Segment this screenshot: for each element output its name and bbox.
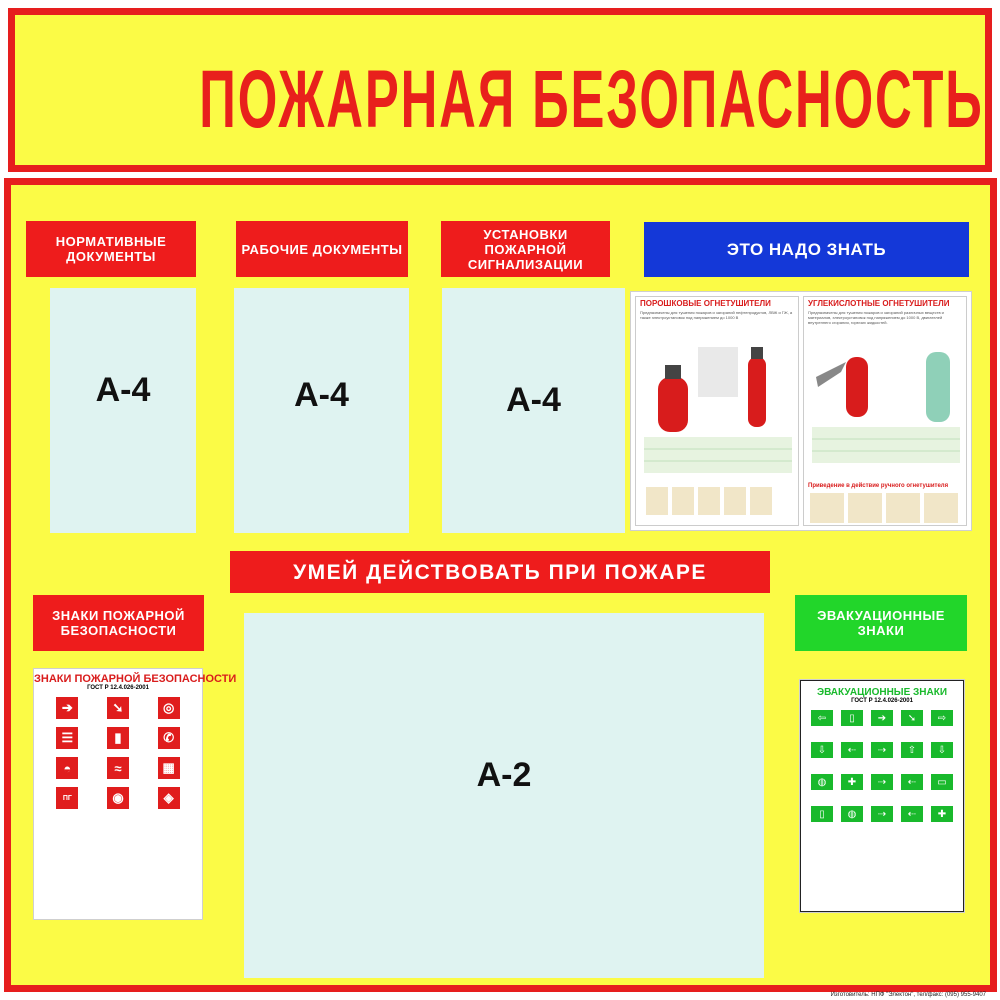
first-aid-icon: ✚ bbox=[841, 774, 863, 790]
powder-title: ПОРОШКОВЫЕ ОГНЕТУШИТЕЛИ bbox=[640, 299, 771, 308]
pocket-a4-working: А-4 bbox=[234, 288, 409, 533]
fire-signs-gost: ГОСТ Р 12.4.026-2001 bbox=[87, 685, 149, 691]
fire-hydrant-pg-icon: ПГ bbox=[56, 787, 78, 809]
page-title: ПОЖАРНАЯ БЕЗОПАСНОСТЬ bbox=[199, 54, 984, 145]
fire-shelf-icon: ▦ bbox=[158, 757, 180, 779]
extinguisher-poster bbox=[631, 292, 971, 530]
header-frame bbox=[8, 8, 992, 172]
label-evac-signs: ЭВАКУАЦИОННЫЕ ЗНАКИ bbox=[795, 595, 967, 651]
exit-right-icon: ⇨ bbox=[931, 710, 953, 726]
exit-door-icon: ▯ bbox=[811, 806, 833, 822]
powder-extinguisher-panel bbox=[635, 296, 799, 526]
run-right-icon: ⇢ bbox=[871, 742, 893, 758]
fire-signs-poster bbox=[34, 669, 237, 919]
fire-equipment-icon: ◓ bbox=[56, 757, 78, 779]
arrow-right-icon: ➔ bbox=[871, 710, 893, 726]
run-icon: ⇢ bbox=[871, 774, 893, 790]
label-normative-docs: НОРМАТИВНЫЕ ДОКУМЕНТЫ bbox=[26, 221, 196, 277]
fire-hydrant-icon: ≈ bbox=[107, 757, 129, 779]
fire-alarm-button-icon: ◉ bbox=[107, 787, 129, 809]
evac-title: ЭВАКУАЦИОННЫЕ ЗНАКИ bbox=[816, 687, 948, 698]
pocket-a2: А-2 bbox=[244, 613, 764, 978]
stairs-up-icon: ⇧ bbox=[901, 742, 923, 758]
powder-text: Предназначены для тушения пожаров и загораний нефтепродуктов, ЛВЖ и ГЖ, а также электроустановок под напряжением до 1000 В bbox=[640, 310, 793, 320]
fire-signs-grid bbox=[34, 691, 202, 815]
pocket-a4-alarm: А-4 bbox=[442, 288, 625, 533]
action-title: Приведение в действие ручного огнетушителя bbox=[808, 483, 949, 489]
co2-extinguisher-panel bbox=[803, 296, 967, 526]
exit-sign-icon: ▭ bbox=[931, 774, 953, 790]
run-icon: ⇠ bbox=[901, 806, 923, 822]
label-must-know: ЭТО НАДО ЗНАТЬ bbox=[644, 222, 969, 277]
arrow-down-right-icon: ➘ bbox=[901, 710, 923, 726]
footer-maker: Изготовитель: НПФ "Электон", тел/факс: (095) 955-9407 bbox=[830, 992, 986, 998]
sound-alarm-icon: ◈ bbox=[158, 787, 180, 809]
person-icon: ◍ bbox=[811, 774, 833, 790]
co2-text: Предназначены для тушения пожаров и загораний различных веществ и материалов, электроустановок под напряжением до 1000 В, двигателей внутреннего сгорания, горючих жидкостей. bbox=[808, 310, 944, 325]
fire-hose-icon: ◎ bbox=[158, 697, 180, 719]
fire-ladder-icon: ☰ bbox=[56, 727, 78, 749]
pocket-a4-normative: А-4 bbox=[50, 288, 196, 533]
action-steps bbox=[806, 491, 966, 525]
label-working-docs: РАБОЧИЕ ДОКУМЕНТЫ bbox=[236, 221, 408, 277]
powder-extinguisher-illustration bbox=[638, 337, 798, 517]
label-fire-signs: ЗНАКИ ПОЖАРНОЙ БЕЗОПАСНОСТИ bbox=[33, 595, 204, 651]
evac-signs-poster bbox=[800, 680, 964, 912]
exit-stairs-icon: ⇩ bbox=[811, 742, 833, 758]
run-icon: ⇢ bbox=[871, 806, 893, 822]
stairs-down-icon: ⇩ bbox=[931, 742, 953, 758]
arrow-right-icon: ➔ bbox=[56, 697, 78, 719]
arrow-down-right-icon: ➘ bbox=[107, 697, 129, 719]
co2-extinguisher-illustration bbox=[806, 337, 966, 467]
label-fire-alarm: УСТАНОВКИ ПОЖАРНОЙ СИГНАЛИЗАЦИИ bbox=[441, 221, 610, 277]
person-icon: ◍ bbox=[841, 806, 863, 822]
co2-title: УГЛЕКИСЛОТНЫЕ ОГНЕТУШИТЕЛИ bbox=[808, 299, 950, 308]
exit-door-icon: ▯ bbox=[841, 710, 863, 726]
fire-phone-icon: ✆ bbox=[158, 727, 180, 749]
run-icon: ⇠ bbox=[901, 774, 923, 790]
fire-signs-title: ЗНАКИ ПОЖАРНОЙ БЕЗОПАСНОСТИ bbox=[34, 673, 237, 685]
first-aid-icon: ✚ bbox=[931, 806, 953, 822]
run-left-icon: ⇠ bbox=[841, 742, 863, 758]
evac-gost: ГОСТ Р 12.4.026-2001 bbox=[851, 698, 913, 704]
evac-signs-grid bbox=[801, 704, 963, 828]
fire-extinguisher-icon: ▮ bbox=[107, 727, 129, 749]
exit-left-icon: ⇦ bbox=[811, 710, 833, 726]
label-act-in-fire: УМЕЙ ДЕЙСТВОВАТЬ ПРИ ПОЖАРЕ bbox=[230, 551, 770, 593]
